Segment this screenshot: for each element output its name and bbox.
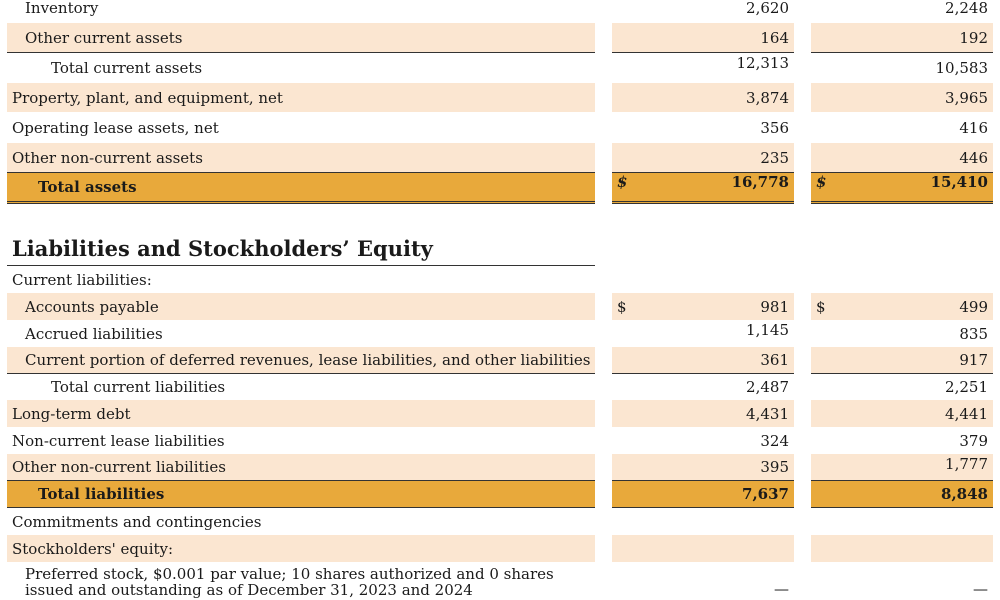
row-label: Total current liabilities [51,378,226,396]
amount: 2,620 [746,0,789,17]
amount: 981 [760,297,789,316]
amount: 1,145 [746,321,789,339]
amount: 12,313 [736,54,789,72]
row-commitments [0,508,1000,535]
row-label: Property, plant, and equipment, net [7,83,595,112]
value-2024 [811,535,993,562]
value-2024 [811,0,993,22]
amount: 379 [959,431,988,450]
value-2023 [612,347,794,374]
amount: 4,441 [945,404,988,423]
row-other-noncurrent-assets [0,143,1000,173]
row-preferred-stock [0,562,1000,600]
amount: 324 [760,431,789,450]
row-label: Other non-current assets [7,143,595,173]
row-current-liabilities-header [0,267,1000,293]
row-noncurrent-lease-liabilities [0,427,1000,454]
row-label: Non-current lease liabilities [12,431,225,450]
amount: 2,251 [945,378,988,396]
row-current-deferred [0,347,1000,374]
amount: 3,874 [746,88,789,107]
value-2024 [811,173,993,204]
amount: 3,965 [945,88,988,107]
value-2024 [811,23,993,53]
section-heading: Liabilities and Stockholders’ Equity [7,232,595,266]
amount: 164 [760,28,789,47]
row-label: Accrued liabilities [25,324,163,343]
value-2023 [612,83,794,112]
row-accrued-liabilities [0,320,1000,347]
value-2023 [612,113,794,143]
row-operating-lease-assets [0,113,1000,143]
amount: 499 [959,297,988,316]
value-2024 [811,53,993,83]
amount: 835 [959,324,988,343]
value-2024 [811,400,993,427]
value-2024 [811,347,993,374]
value-2024 [811,143,993,173]
row-label: Accounts payable [7,293,595,320]
value-2023 [612,562,794,600]
amount: 7,637 [742,485,789,503]
value-2023 [612,481,794,508]
row-ppe [0,83,1000,112]
amount: 416 [959,119,988,137]
amount: — [973,580,988,598]
row-label: Total assets [7,173,595,204]
row-total-assets [0,173,1000,204]
amount: 2,487 [746,378,789,396]
amount: 395 [760,458,789,476]
amount: 16,778 [731,173,789,191]
row-inventory [0,0,1000,22]
value-2023 [612,23,794,53]
value-2023 [612,535,794,562]
value-2024 [811,481,993,508]
row-label: Total current assets [51,59,203,77]
row-label: Other non-current liabilities [7,454,595,481]
currency-symbol: $ [816,297,826,316]
value-2024 [811,427,993,454]
row-total-current-liabilities [0,374,1000,400]
amount: 2,248 [945,0,988,17]
row-total-liabilities [0,481,1000,508]
row-stockholders-equity-header [0,535,1000,562]
value-2024 [811,320,993,347]
row-label: Operating lease assets, net [12,119,219,137]
value-2024 [811,562,993,600]
row-accounts-payable [0,293,1000,320]
value-2024 [811,293,993,320]
row-label: Current liabilities: [12,271,152,289]
amount: 917 [959,351,988,369]
value-2023 [612,454,794,481]
amount: 4,431 [746,404,789,423]
amount: — [774,580,789,598]
row-other-noncurrent-liabilities [0,454,1000,481]
row-label: Current portion of deferred revenues, lease liabilities, and other liabilities [7,347,595,374]
value-2023 [612,400,794,427]
row-total-current-assets [0,53,1000,83]
amount: 446 [959,148,988,167]
value-2023 [612,53,794,83]
amount: 8,848 [941,485,988,503]
row-other-current-assets [0,23,1000,53]
amount: 10,583 [935,59,988,77]
value-2023 [612,293,794,320]
currency-symbol: $ [816,173,827,191]
currency-symbol: $ [617,297,627,316]
value-2023 [612,0,794,22]
value-2023 [612,427,794,454]
value-2024 [811,113,993,143]
currency-symbol: $ [617,173,628,191]
row-label: Inventory [25,0,99,17]
value-2024 [811,83,993,112]
row-label: Commitments and contingencies [12,512,262,531]
amount: 15,410 [930,173,988,191]
amount: 356 [760,119,789,137]
row-label: Stockholders' equity: [7,535,595,562]
amount: 192 [959,28,988,47]
amount: 235 [760,148,789,167]
row-label: Preferred stock, $0.001 par value; 10 shares authorized and 0 shares issued and outstanding as of December 31, 2023 and 2024 [25,565,554,599]
row-label: Long-term debt [7,400,595,427]
row-label: Other current assets [7,23,595,53]
value-2023 [612,320,794,347]
value-2024 [811,454,993,481]
value-2023 [612,173,794,204]
amount: 361 [760,351,789,369]
value-2023 [612,143,794,173]
amount: 1,777 [945,455,988,473]
value-2023 [612,374,794,400]
row-long-term-debt [0,400,1000,427]
row-label: Total liabilities [7,481,595,508]
value-2024 [811,374,993,400]
